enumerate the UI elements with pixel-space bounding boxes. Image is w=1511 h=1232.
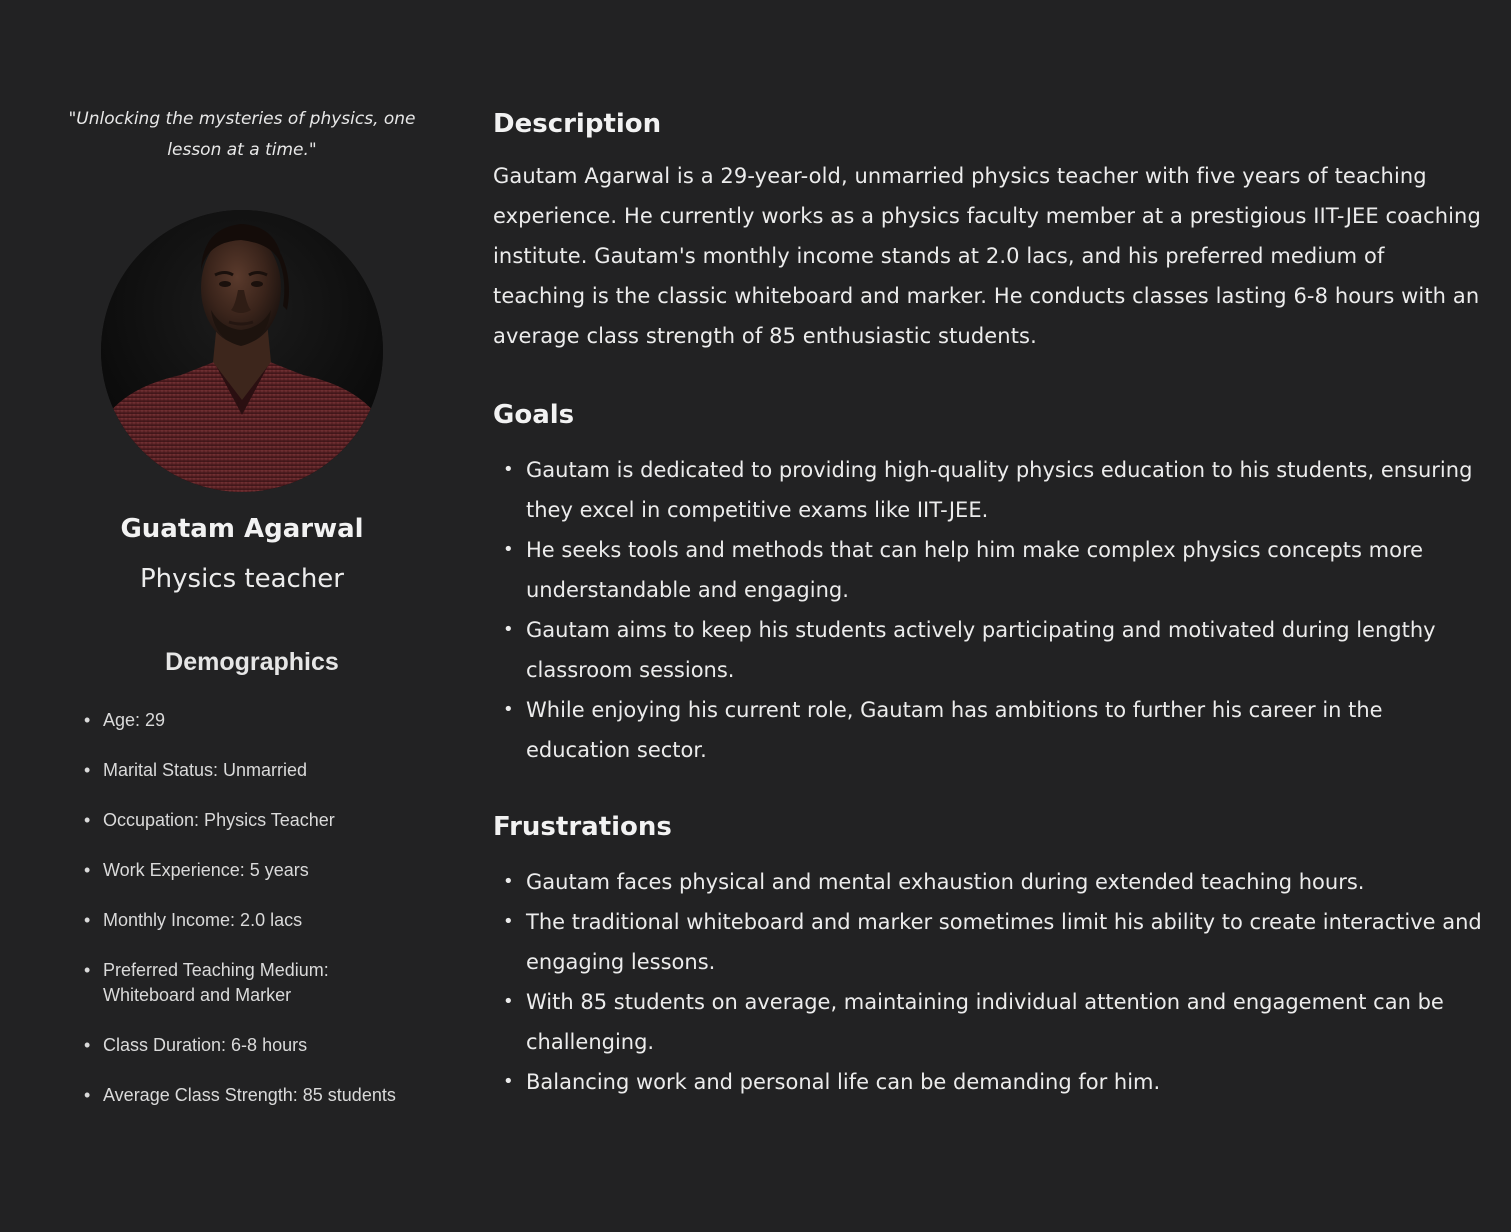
goals-title: Goals (493, 400, 575, 430)
goals-list (493, 450, 1483, 770)
description-title: Description (493, 109, 662, 139)
demographics-item-work-experience: • Work Experience: 5 years (84, 858, 424, 883)
goals-item: • Gautam is dedicated to providing high-quality physics education to his students, ensuring they excel in competitive exams like IIT-JEE. (493, 450, 1483, 530)
goals-item: • Gautam aims to keep his students actively participating and motivated during lengthy classroom sessions. (493, 610, 1483, 690)
frustrations-title: Frustrations (493, 812, 672, 842)
demographics-item-marital-status: • Marital Status: Unmarried (84, 758, 424, 783)
description-text: Gautam Agarwal is a 29-year-old, unmarried physics teacher with five years of teaching experience. He currently works as a physics faculty member at a prestigious IIT-JEE coaching institute. Gautam's monthly income stands at 2.0 lacs, and his preferred medium of teaching is the classic whiteboard and marker. He conducts classes lasting 6-8 hours with an average class strength of 85 enthusiastic students. (493, 164, 1481, 348)
frustrations-item: • With 85 students on average, maintaining individual attention and engagement can be challenging. (493, 982, 1483, 1062)
persona-name: Guatam Agarwal (120, 514, 364, 544)
frustrations-item: • The traditional whiteboard and marker sometimes limit his ability to create interactive and engaging lessons. (493, 902, 1483, 982)
persona-quote: "Unlocking the mysteries of physics, one lesson at a time." (68, 109, 416, 160)
frustrations-item: • Gautam faces physical and mental exhaustion during extended teaching hours. (493, 862, 1483, 902)
demographics-item-age: • Age: 29 (84, 708, 424, 733)
persona-sidebar (40, 104, 444, 1105)
goals-item: • While enjoying his current role, Gautam has ambitions to further his career in the education sector. (493, 690, 1483, 770)
demographics-item-occupation: • Occupation: Physics Teacher (84, 808, 424, 833)
persona-details (493, 104, 1483, 1102)
demographics-item-class-strength: • Average Class Strength: 85 students (84, 1083, 424, 1108)
goals-item: • He seeks tools and methods that can help him make complex physics concepts more understandable and engaging. (493, 530, 1483, 610)
demographics-title: Demographics (165, 648, 339, 676)
demographics-list (84, 708, 424, 1133)
demographics-item-monthly-income: • Monthly Income: 2.0 lacs (84, 908, 424, 933)
frustrations-list (493, 862, 1483, 1102)
frustrations-item: • Balancing work and personal life can be demanding for him. (493, 1062, 1483, 1102)
demographics-item-class-duration: • Class Duration: 6-8 hours (84, 1033, 424, 1058)
avatar (101, 210, 383, 492)
demographics-item-teaching-medium: • Preferred Teaching Medium: Whiteboard and Marker (84, 958, 424, 1008)
persona-role: Physics teacher (139, 564, 344, 594)
